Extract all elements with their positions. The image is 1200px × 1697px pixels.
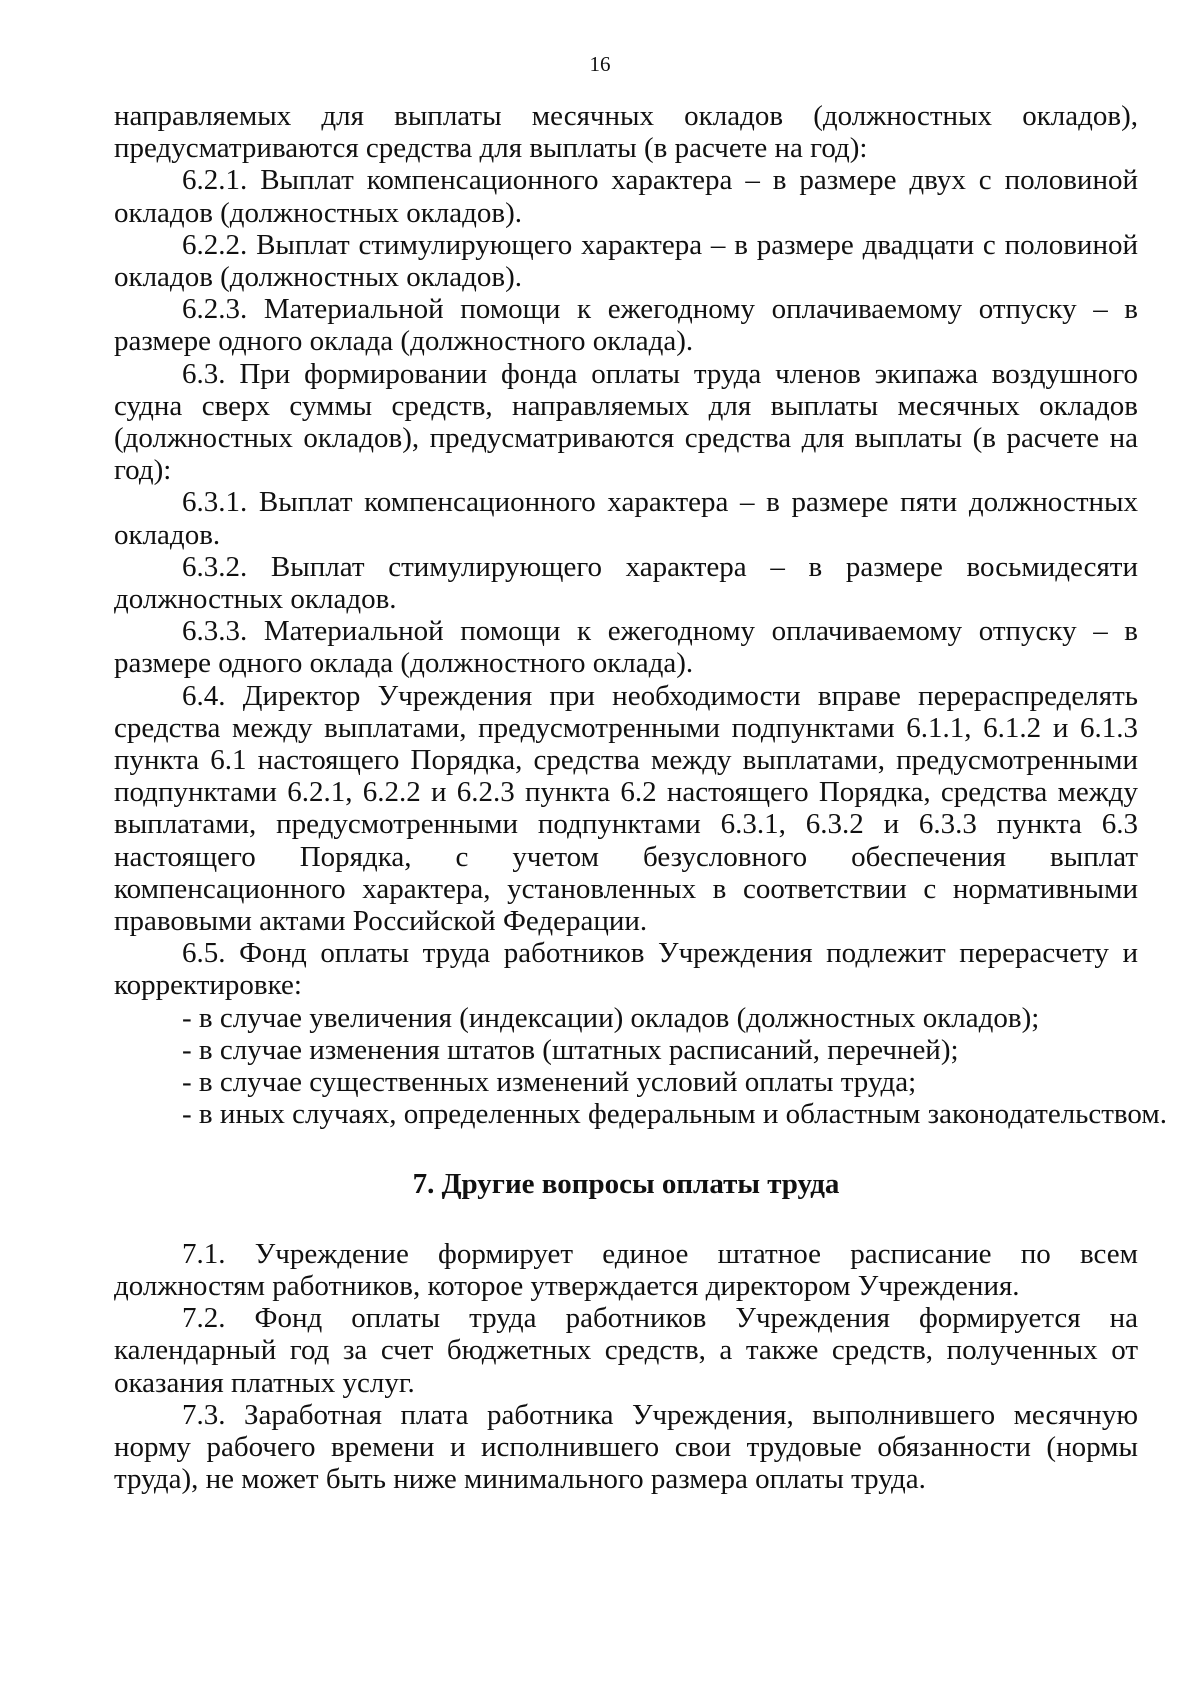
paragraph-6-3: 6.3. При формировании фонда оплаты труда членов экипажа воздушного судна сверх суммы средств, направляемых для выплаты месячных окладов (должностных окладов), предусматриваются средства для выплаты (в расчете на год): bbox=[114, 357, 1138, 487]
paragraph-continuation: направляемых для выплаты месячных окладов (должностных окладов), предусматриваются средства для выплаты (в расчете на год): bbox=[114, 100, 1138, 165]
list-item: - в случае существенных изменений условий оплаты труда; bbox=[182, 1066, 917, 1099]
paragraph-6-3-1: 6.3.1. Выплат компенсационного характера – в размере пяти должностных окладов. bbox=[114, 486, 1138, 551]
paragraph-7-3: 7.3. Заработная плата работника Учреждения, выполнившего месячную норму рабочего времени и исполнившего свои трудовые обязанности (нормы труда), не может быть ниже минимального размера оплаты труда. bbox=[114, 1398, 1138, 1496]
section-heading: 7. Другие вопросы оплаты труда bbox=[412, 1167, 840, 1200]
page-number: 16 bbox=[589, 52, 611, 76]
document-body bbox=[114, 100, 1167, 1496]
paragraph-6-2-3: 6.2.3. Материальной помощи к ежегодному оплачиваемому отпуску – в размере одного оклада (должностного оклада). bbox=[114, 293, 1138, 358]
list-item: - в случае увеличения (индексации) окладов (должностных окладов); bbox=[182, 1001, 1040, 1034]
list-item: - в иных случаях, определенных федеральным и областным законодательством. bbox=[182, 1098, 1167, 1131]
paragraph-6-4: 6.4. Директор Учреждения при необходимости вправе перераспределять средства между выплатами, предусмотренными подпунктами 6.1.1, 6.1.2 и 6.1.3 пункта 6.1 настоящего Порядка, средства между выплатами, предусмотренными подпунктами 6.2.1, 6.2.2 и 6.2.3 пункта 6.2 настоящего Порядка, средства между выплатами, предусмотренными подпунктами 6.3.1, 6.3.2 и 6.3.3 пункта 6.3 настоящего Порядка, с учетом безусловного обеспечения выплат компенсационного характера, установленных в соответствии с нормативными правовыми актами Российской Федерации. bbox=[114, 679, 1138, 938]
paragraph-7-1: 7.1. Учреждение формирует единое штатное расписание по всем должностям работников, которое утверждается директором Учреждения. bbox=[114, 1237, 1138, 1302]
paragraph-6-3-2: 6.3.2. Выплат стимулирующего характера – в размере восьмидесяти должностных окладов. bbox=[114, 550, 1138, 616]
paragraph-6-2-2: 6.2.2. Выплат стимулирующего характера – в размере двадцати с половиной окладов (должностных окладов). bbox=[114, 228, 1138, 294]
paragraph-6-5: 6.5. Фонд оплаты труда работников Учреждения подлежит перерасчету и корректировке: bbox=[114, 937, 1138, 1002]
list-item: - в случае изменения штатов (штатных расписаний, перечней); bbox=[182, 1033, 959, 1066]
paragraph-7-2: 7.2. Фонд оплаты труда работников Учреждения формируется на календарный год за счет бюджетных средств, а также средств, полученных от оказания платных услуг. bbox=[114, 1302, 1138, 1399]
paragraph-6-2-1: 6.2.1. Выплат компенсационного характера – в размере двух с половиной окладов (должностных окладов). bbox=[114, 164, 1138, 229]
paragraph-6-3-3: 6.3.3. Материальной помощи к ежегодному оплачиваемому отпуску – в размере одного оклада (должностного оклада). bbox=[114, 615, 1138, 680]
